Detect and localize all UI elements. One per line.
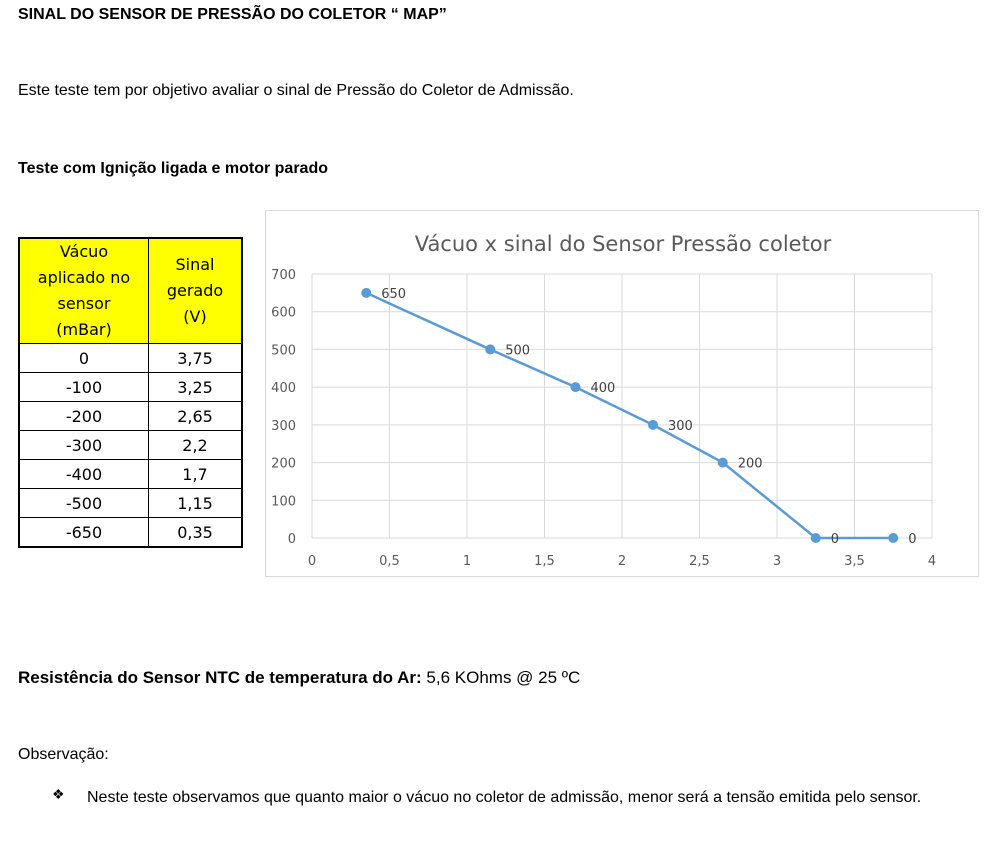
table-row <box>19 518 242 548</box>
intro-text: Este teste tem por objetivo avaliar o sinal de Pressão do Coletor de Admissão. <box>18 82 574 99</box>
y-tick-label: 0 <box>287 532 296 547</box>
y-tick-label: 300 <box>271 418 296 434</box>
data-label: 200 <box>737 456 763 472</box>
observation-label: Observação: <box>18 746 109 763</box>
y-tick-label: 700 <box>271 268 296 283</box>
table-row <box>19 373 242 402</box>
table-row <box>19 489 242 518</box>
data-point <box>571 382 581 392</box>
data-label: 650 <box>381 286 407 302</box>
signal-cell: 2,2 <box>149 431 243 460</box>
signal-cell: 0,35 <box>149 518 243 548</box>
y-tick-label: 100 <box>271 494 296 510</box>
page-title: SINAL DO SENSOR DE PRESSÃO DO COLETOR “ MAP” <box>18 6 447 23</box>
table-row <box>19 460 242 489</box>
chart-title: Vácuo x sinal do Sensor Pressão coletor <box>414 232 832 256</box>
data-point <box>718 458 728 468</box>
x-tick-label: 1 <box>462 554 472 569</box>
series-line <box>366 293 893 538</box>
table-row <box>19 431 242 460</box>
data-label: 0 <box>830 532 840 547</box>
data-label: 500 <box>505 343 531 359</box>
signal-cell: 2,65 <box>149 402 243 431</box>
data-table <box>18 237 243 548</box>
data-point <box>888 533 898 543</box>
chart-svg <box>266 211 980 578</box>
x-tick-label: 3 <box>772 554 782 569</box>
data-label: 400 <box>590 381 616 397</box>
y-tick-label: 200 <box>271 456 296 472</box>
vacuum-cell: -100 <box>19 373 149 402</box>
signal-cell: 3,75 <box>149 344 243 373</box>
header-signal: Sinal gerado (V) <box>149 238 243 344</box>
table-row <box>19 402 242 431</box>
chart-container <box>265 210 979 577</box>
y-tick-label: 600 <box>271 305 296 321</box>
x-tick-label: 4 <box>927 554 937 569</box>
y-tick-label: 500 <box>271 343 296 359</box>
x-tick-label: 1,5 <box>534 554 555 569</box>
header-vacuum: Vácuo aplicado no sensor (mBar) <box>19 238 149 344</box>
data-point <box>648 420 658 430</box>
signal-cell: 1,7 <box>149 460 243 489</box>
vacuum-cell: -500 <box>19 489 149 518</box>
x-tick-label: 2 <box>617 554 627 569</box>
y-tick-label: 400 <box>271 381 296 397</box>
vacuum-cell: -200 <box>19 402 149 431</box>
vacuum-cell: -400 <box>19 460 149 489</box>
table-header-row <box>19 238 242 344</box>
data-point <box>361 288 371 298</box>
signal-cell: 1,15 <box>149 489 243 518</box>
resistance-label: Resistência do Sensor NTC de temperatura do Ar: <box>18 668 422 687</box>
diamond-bullet-icon: ❖ <box>52 786 65 802</box>
signal-cell: 3,25 <box>149 373 243 402</box>
data-point <box>485 344 495 354</box>
data-label: 300 <box>668 418 693 434</box>
x-tick-label: 0 <box>307 554 317 569</box>
table-row <box>19 344 242 373</box>
vacuum-cell: -300 <box>19 431 149 460</box>
section-title: Teste com Ignição ligada e motor parado <box>18 160 328 177</box>
x-tick-label: 0,5 <box>379 554 400 569</box>
x-tick-label: 2,5 <box>689 554 710 569</box>
resistance-line <box>18 668 580 688</box>
vacuum-cell: -650 <box>19 518 149 548</box>
data-point <box>811 533 821 543</box>
observation-text: Neste teste observamos que quanto maior o vácuo no coletor de admissão, menor será a tensão emitida pelo sensor. <box>87 789 922 806</box>
vacuum-cell: 0 <box>19 344 149 373</box>
x-tick-label: 3,5 <box>844 554 865 569</box>
resistance-value: 5,6 KOhms @ 25 ºC <box>421 668 581 687</box>
data-label: 0 <box>908 532 917 547</box>
